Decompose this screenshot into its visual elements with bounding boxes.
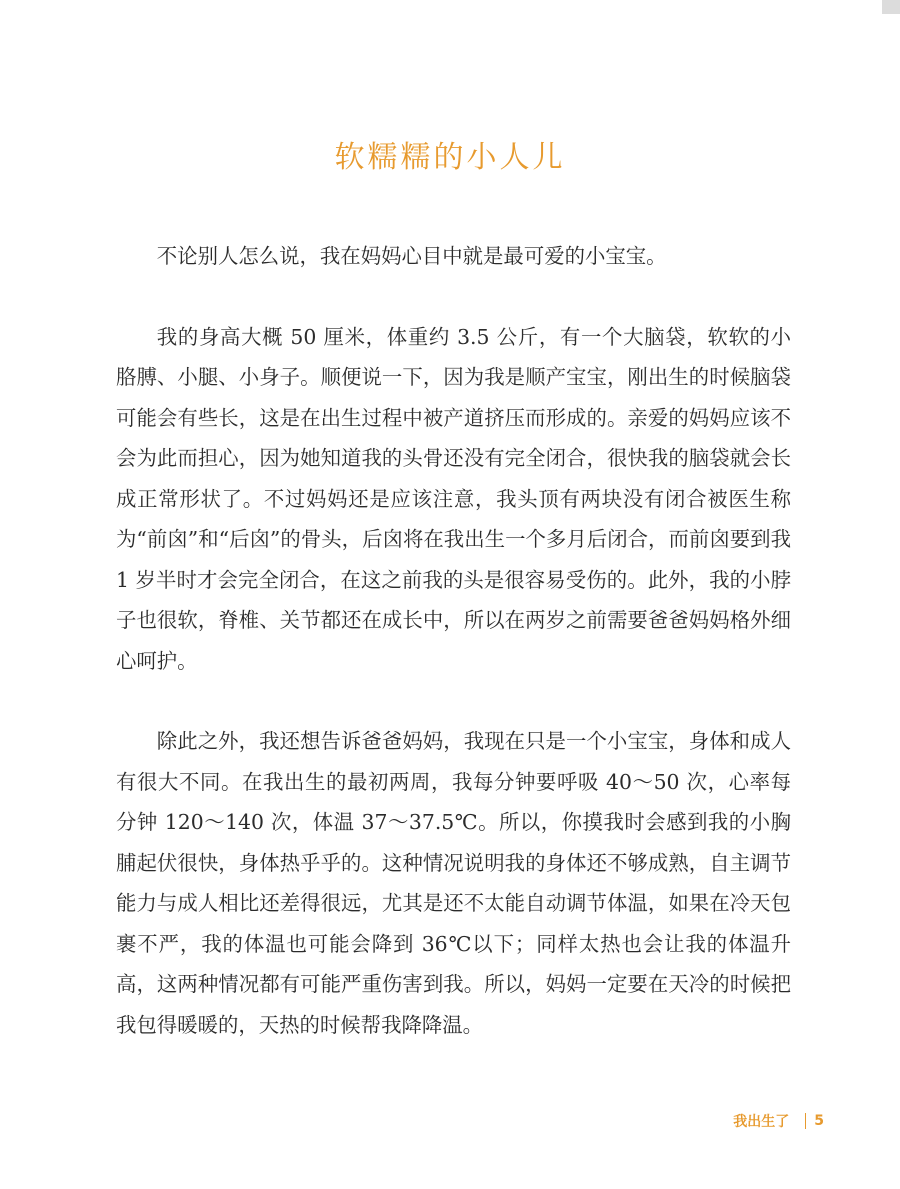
- paragraph-2: 我的身高大概 50 厘米，体重约 3.5 公斤，有一个大脑袋，软软的小胳膊、小腿、小身子。顺便说一下，因为我是顺产宝宝，刚出生的时候脑袋可能会有些长，这是在出生过程中被产道挤压而形成的。亲爱的妈妈应该不会为此而担心，因为她知道我的头骨还没有完全闭合，很快我的脑袋就会长成正常形状了。不过妈妈还是应该注意，我头顶有两块没有闭合被医生称为“前囟”和“后囟”的骨头，后囟将在我出生一个多月后闭合，而前囟要到我 1 岁半时才会完全闭合，在这之前我的头是很容易受伤的。此外，我的小脖子也很软，脊椎、关节都还在成长中，所以在两岁之前需要爸爸妈妈格外细心呵护。: [116, 324, 791, 673]
- page-title: 软糯糯的小人儿: [334, 140, 566, 176]
- paragraph-1: 不论别人怎么说，我在妈妈心目中就是最可爱的小宝宝。: [156, 244, 667, 268]
- paragraph-3: 除此之外，我还想告诉爸爸妈妈，我现在只是一个小宝宝，身体和成人有很大不同。在我出生的最初两周，我每分钟要呼吸 40～50 次，心率每分钟 120～140 次，体温 37～37.5℃。所以，你摸我时会感到我的小胸脯起伏很快，身体热乎乎的。这种情况说明我的身体还不够成熟，自主调节能力与成人相比还差得很远，尤其是还不太能自动调节体温，如果在冷天包裹不严，我的体温也可能会降到 36℃以下；同样太热也会让我的体温升高，这两种情况都有可能严重伤害到我。所以，妈妈一定要在天冷的时候把我包得暖暖的，天热的时候帮我降降温。: [116, 729, 791, 1037]
- body-text: [116, 236, 791, 1085]
- corner-mark: [882, 0, 900, 14]
- footer-section-title: 我出生了: [733, 1114, 790, 1130]
- page-footer: [733, 1111, 824, 1131]
- page-number: 5: [814, 1113, 824, 1129]
- footer-divider: [805, 1113, 806, 1129]
